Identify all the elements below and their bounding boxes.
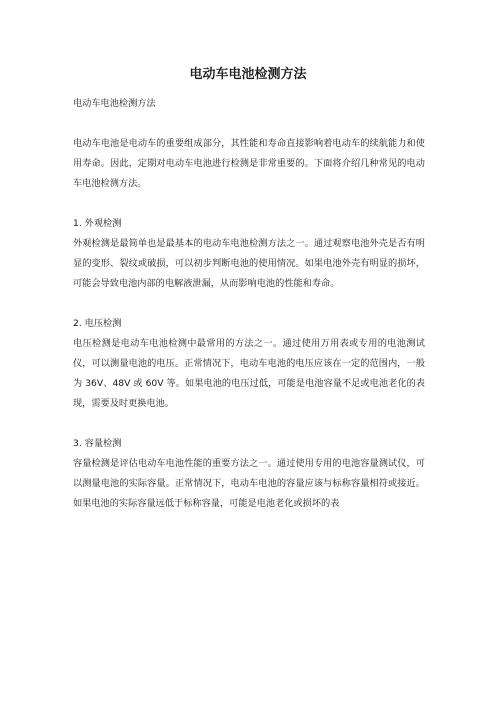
section-heading-voltage: 2. 电压检测: [73, 318, 122, 329]
document-title: 电动车电池检测方法: [189, 67, 307, 82]
document-content: [73, 94, 425, 514]
paragraph-gap: [73, 414, 425, 434]
section-body-appearance: 外观检测是最简单也是最基本的电动车电池检测方法之一。通过观察电池外壳是否有明显的变形、裂纹或破损，可以初步判断电池的使用情况。如果电池外壳有明显的损坏，可能会导致电池内部的电解液泄漏，从而影响电池的性能和寿命。: [73, 238, 425, 289]
section-heading-appearance: 1. 外观检测: [73, 218, 122, 229]
paragraph-gap: [73, 114, 425, 134]
paragraph-gap: [73, 294, 425, 314]
document-subtitle: 电动车电池检测方法: [73, 98, 156, 109]
section-body-voltage: 电压检测是电动车电池检测中最常用的方法之一。通过使用万用表或专用的电池测试仪，可以测量电池的电压。正常情况下，电动车电池的电压应该在一定的范围内，一般为 36V、48V 或 60V 等。如果电池的电压过低，可能是电池容量不足或电池老化的表现，需要及时更换电池。: [73, 338, 425, 409]
section-heading-capacity: 3. 容量检测: [73, 438, 122, 449]
paragraph-gap: [73, 194, 425, 214]
intro-paragraph: 电动车电池是电动车的重要组成部分，其性能和寿命直接影响着电动车的续航能力和使用寿命。因此，定期对电动车电池进行检测是非常重要的。下面将介绍几种常见的电动车电池检测方法。: [73, 138, 425, 189]
section-body-capacity: 容量检测是评估电动车电池性能的重要方法之一。通过使用专用的电池容量测试仪，可以测量电池的实际容量。正常情况下，电动车电池的容量应该与标称容量相符或接近。如果电池的实际容量远低于标称容量，可能是电池老化或损坏的表: [73, 458, 425, 509]
